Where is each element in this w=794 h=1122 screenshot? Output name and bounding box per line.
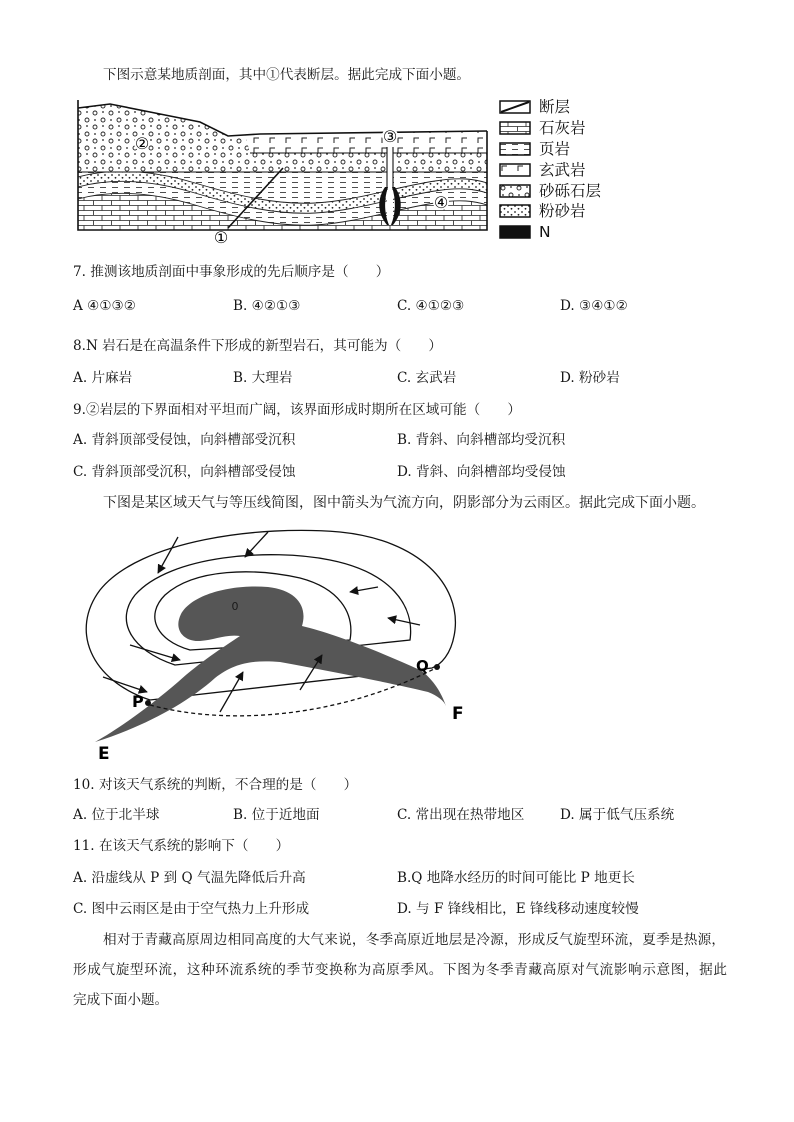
weather-system-figure bbox=[78, 518, 478, 768]
q10-option-a: A. 位于北半球 bbox=[73, 807, 160, 823]
limestone-swatch bbox=[499, 121, 531, 135]
label-q: Q bbox=[416, 657, 429, 675]
legend-item-shale bbox=[499, 139, 629, 160]
q11-option-a: A. 沿虚线从 P 到 Q 气温先降低后升高 bbox=[73, 870, 306, 886]
airflow-arrow bbox=[245, 532, 268, 557]
legend-item-n-rock bbox=[499, 222, 629, 243]
q10-option-c: C. 常出现在热带地区 bbox=[397, 807, 525, 823]
geology-legend bbox=[499, 97, 629, 243]
label-p: P bbox=[132, 692, 144, 711]
layer-label-2: ② bbox=[134, 134, 150, 153]
rock-label-4: ④ bbox=[433, 193, 449, 212]
q10-option-b: B. 位于近地面 bbox=[233, 807, 320, 823]
label-f-front: F bbox=[452, 704, 464, 724]
legend-label: 石灰岩 bbox=[539, 119, 586, 138]
q7-option-a: A ④①③② bbox=[73, 298, 136, 314]
q8-option-b: B. 大理岩 bbox=[233, 370, 293, 386]
legend-label: 断层 bbox=[539, 98, 571, 117]
q9-option-b: B. 背斜、向斜槽部均受沉积 bbox=[397, 432, 566, 448]
airflow-arrow bbox=[130, 645, 180, 660]
fault-swatch bbox=[499, 100, 531, 114]
folded-strata bbox=[78, 171, 487, 230]
weather-intro: 下图是某区域天气与等压线简图，图中箭头为气流方向，阴影部分为云雨区。据此完成下面小题。 bbox=[103, 495, 705, 511]
cloud-rain-area bbox=[95, 586, 446, 742]
legend-label: 粉砂岩 bbox=[539, 202, 586, 221]
legend-item-siltstone bbox=[499, 201, 629, 222]
geologic-section-figure bbox=[75, 95, 490, 250]
q11-stem: 11. 在该天气系统的影响下（ ） bbox=[73, 838, 290, 854]
q7-option-d: D. ③④①② bbox=[560, 298, 628, 314]
q10-stem: 10. 对该天气系统的判断，不合理的是（ ） bbox=[73, 777, 358, 793]
fault-label-1: ① bbox=[213, 228, 229, 247]
q7-option-c: C. ④①②③ bbox=[397, 298, 465, 314]
q9-stem: 9.②岩层的下界面相对平坦而广阔，该界面形成时期所在区域可能（ ） bbox=[73, 402, 521, 418]
low-center-label: 0 bbox=[231, 600, 239, 613]
siltstone-swatch bbox=[499, 204, 531, 218]
legend-item-basalt bbox=[499, 159, 629, 180]
label-e-front: E bbox=[98, 744, 110, 764]
airflow-arrow bbox=[350, 587, 378, 592]
q10-option-d: D. 属于低气压系统 bbox=[560, 807, 675, 823]
legend-label: 玄武岩 bbox=[539, 160, 586, 179]
q7-option-b: B. ④②①③ bbox=[233, 298, 301, 314]
plateau-intro-line-3: 完成下面小题。 bbox=[73, 992, 169, 1008]
plateau-intro-line-1: 相对于青藏高原周边相同高度的大气来说，冬季高原近地层是冷源，形成反气旋型环流，夏季是热源， bbox=[103, 932, 725, 948]
q11-option-b: B.Q 地降水经历的时间可能比 P 地更长 bbox=[397, 870, 635, 886]
q8-stem: 8.N 岩石是在高温条件下形成的新型岩石，其可能为（ ） bbox=[73, 338, 443, 354]
shale-swatch bbox=[499, 142, 531, 156]
airflow-arrow bbox=[388, 618, 420, 625]
legend-label: N bbox=[539, 223, 551, 242]
airflow-arrow bbox=[103, 677, 147, 692]
q8-option-d: D. 粉砂岩 bbox=[560, 370, 620, 386]
q11-option-d: D. 与 F 锋线相比，E 锋线移动速度较慢 bbox=[397, 901, 639, 917]
basalt-swatch bbox=[499, 163, 531, 177]
q11-option-c: C. 图中云雨区是由于空气热力上升形成 bbox=[73, 901, 310, 917]
geology-intro: 下图示意某地质剖面，其中①代表断层。据此完成下面小题。 bbox=[103, 67, 471, 83]
q9-option-d: D. 背斜、向斜槽部均受侵蚀 bbox=[397, 464, 566, 480]
q7-stem: 7. 推测该地质剖面中事象形成的先后顺序是（ ） bbox=[73, 264, 390, 280]
airflow-arrow bbox=[158, 537, 178, 573]
legend-label: 页岩 bbox=[539, 139, 571, 158]
n-rock-swatch bbox=[499, 225, 531, 239]
q9-option-c: C. 背斜顶部受沉积，向斜槽部受侵蚀 bbox=[73, 464, 296, 480]
q9-option-a: A. 背斜顶部受侵蚀，向斜槽部受沉积 bbox=[73, 432, 296, 448]
legend-item-gravel bbox=[499, 180, 629, 201]
plateau-intro-line-2: 形成气旋型环流，这种环流系统的季节变换称为高原季风。下图为冬季青藏高原对气流影响示意图，据此 bbox=[73, 962, 727, 978]
gravel-swatch bbox=[499, 184, 531, 198]
intrusion-label-3: ③ bbox=[382, 127, 398, 146]
legend-label: 砂砾石层 bbox=[539, 181, 602, 200]
q8-option-c: C. 玄武岩 bbox=[397, 370, 457, 386]
legend-item-limestone bbox=[499, 118, 629, 139]
legend-item-fault bbox=[499, 97, 629, 118]
point-p bbox=[145, 700, 151, 706]
q8-option-a: A. 片麻岩 bbox=[73, 370, 133, 386]
point-q bbox=[434, 664, 440, 670]
